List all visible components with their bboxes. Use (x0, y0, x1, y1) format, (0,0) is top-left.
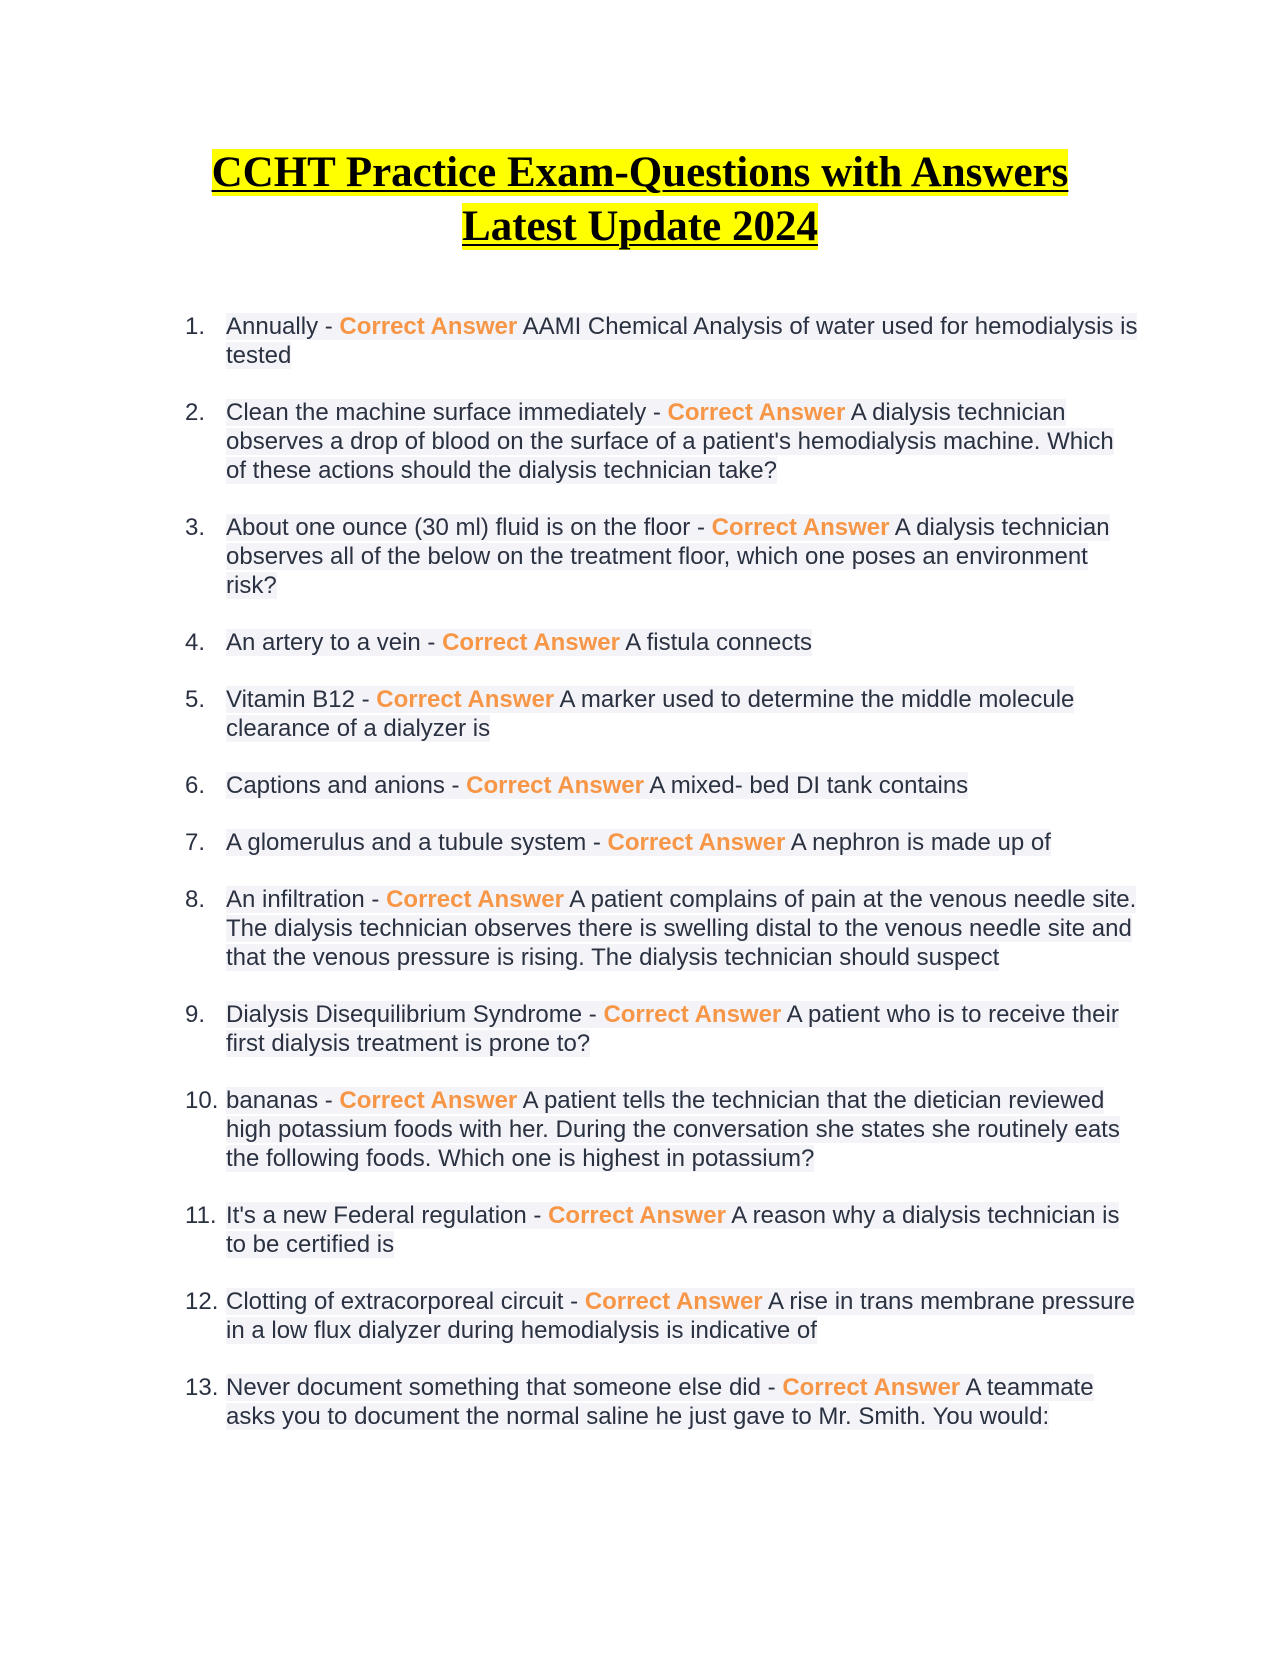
list-item (0, 312, 1280, 370)
item-number: 13. (185, 1374, 219, 1401)
item-number: 2. (185, 399, 206, 426)
question-text: A patient tells the technician that the dietician reviewed high potassium foods with her. During the conversation she states she routinely eats the following foods. Which one is highest in potassium? (226, 1087, 1120, 1172)
answer-text: bananas (226, 1087, 319, 1114)
separator: - (318, 313, 340, 340)
correct-answer-label: Correct Answer (711, 514, 890, 541)
question-text: A dialysis technician observes all of the below on the treatment floor, which one poses an environment risk? (226, 514, 1110, 599)
item-text (226, 886, 1136, 971)
item-number: 10. (185, 1087, 219, 1114)
item-number: 5. (185, 686, 206, 713)
list-item (0, 1287, 1280, 1345)
question-text: A reason why a dialysis technician is to be certified is (226, 1202, 1120, 1258)
item-number: 7. (185, 829, 206, 856)
separator: - (444, 772, 467, 799)
question-text: A fistula connects (625, 629, 813, 656)
item-number: 6. (185, 772, 206, 799)
item-text (226, 1202, 1119, 1258)
correct-answer-label: Correct Answer (386, 886, 564, 913)
question-text: A mixed- bed DI tank contains (649, 772, 969, 799)
item-text (226, 1374, 1094, 1430)
correct-answer-label: Correct Answer (466, 772, 644, 799)
answer-text: Clean the machine surface immediately (226, 399, 647, 426)
item-text (226, 1001, 1119, 1057)
item-number: 3. (185, 514, 206, 541)
title-line-2: Latest Update 2024 (462, 203, 818, 250)
separator: - (354, 686, 377, 713)
answer-text: An artery to a vein (226, 629, 421, 656)
correct-answer-label: Correct Answer (548, 1202, 726, 1229)
item-text (226, 1288, 1135, 1344)
separator: - (420, 629, 443, 656)
question-text: A nephron is made up of (790, 829, 1051, 856)
question-text: A patient complains of pain at the venous needle site. The dialysis technician observes there is swelling distal to the venous needle site and that the venous pressure is rising. The dialysis technician should suspect (226, 886, 1137, 971)
correct-answer-label: Correct Answer (584, 1288, 763, 1315)
item-number: 8. (185, 886, 206, 913)
answer-text: Captions and anions (226, 772, 445, 799)
answer-text: Clotting of extracorporeal circuit (226, 1288, 564, 1315)
answer-text: About one ounce (30 ml) fluid is on the floor (226, 514, 691, 541)
list-item (0, 828, 1280, 857)
answer-text: Vitamin B12 (226, 686, 355, 713)
list-item (0, 885, 1280, 972)
question-text: AAMI Chemical Analysis of water used for hemodialysis is tested (226, 313, 1138, 369)
answer-text: Dialysis Disequilibrium Syndrome (226, 1001, 583, 1028)
document-title (150, 146, 1130, 254)
list-item (0, 1000, 1280, 1058)
item-text (226, 1087, 1120, 1172)
list-item (0, 513, 1280, 600)
correct-answer-label: Correct Answer (607, 829, 786, 856)
list-item (0, 1086, 1280, 1173)
correct-answer-label: Correct Answer (339, 313, 518, 340)
question-text: A rise in trans membrane pressure in a low flux dialyzer during hemodialysis is indicative of (226, 1288, 1135, 1344)
item-text (226, 514, 1110, 599)
correct-answer-label: Correct Answer (603, 1001, 782, 1028)
separator: - (586, 829, 608, 856)
correct-answer-label: Correct Answer (782, 1374, 961, 1401)
item-number: 4. (185, 629, 206, 656)
title-line-1: CCHT Practice Exam-Questions with Answers (211, 149, 1069, 196)
item-text (226, 313, 1137, 369)
item-number: 9. (185, 1001, 206, 1028)
separator: - (364, 886, 387, 913)
item-text (226, 772, 968, 799)
separator: - (760, 1374, 783, 1401)
answer-text: It's a new Federal regulation (226, 1202, 527, 1229)
item-number: 1. (185, 313, 206, 340)
list-item (0, 628, 1280, 657)
question-text: A teammate asks you to document the normal saline he just gave to Mr. Smith. You would: (226, 1374, 1094, 1430)
question-text: A patient who is to receive their first dialysis treatment is prone to? (226, 1001, 1119, 1057)
answer-text: Annually (226, 313, 319, 340)
answer-text: An infiltration (226, 886, 365, 913)
list-item (0, 1201, 1280, 1259)
separator: - (582, 1001, 604, 1028)
qa-list (0, 312, 1280, 1459)
separator: - (526, 1202, 549, 1229)
list-item (0, 771, 1280, 800)
correct-answer-label: Correct Answer (339, 1087, 518, 1114)
list-item (0, 398, 1280, 485)
list-item (0, 685, 1280, 743)
item-number: 11. (185, 1202, 217, 1229)
item-text (226, 829, 1051, 856)
correct-answer-label: Correct Answer (376, 686, 555, 713)
separator: - (646, 399, 668, 426)
separator: - (318, 1087, 340, 1114)
separator: - (563, 1288, 585, 1315)
item-text (226, 686, 1074, 742)
list-item (0, 1373, 1280, 1431)
separator: - (690, 514, 712, 541)
answer-text: Never document something that someone else did (226, 1374, 761, 1401)
correct-answer-label: Correct Answer (667, 399, 846, 426)
item-text (226, 399, 1114, 484)
correct-answer-label: Correct Answer (442, 629, 620, 656)
answer-text: A glomerulus and a tubule system (226, 829, 587, 856)
item-number: 12. (185, 1288, 219, 1315)
item-text (226, 629, 812, 656)
question-text: A marker used to determine the middle molecule clearance of a dialyzer is (226, 686, 1075, 742)
question-text: A dialysis technician observes a drop of blood on the surface of a patient's hemodialysis machine. Which of these actions should the dialysis technician take? (226, 399, 1114, 484)
